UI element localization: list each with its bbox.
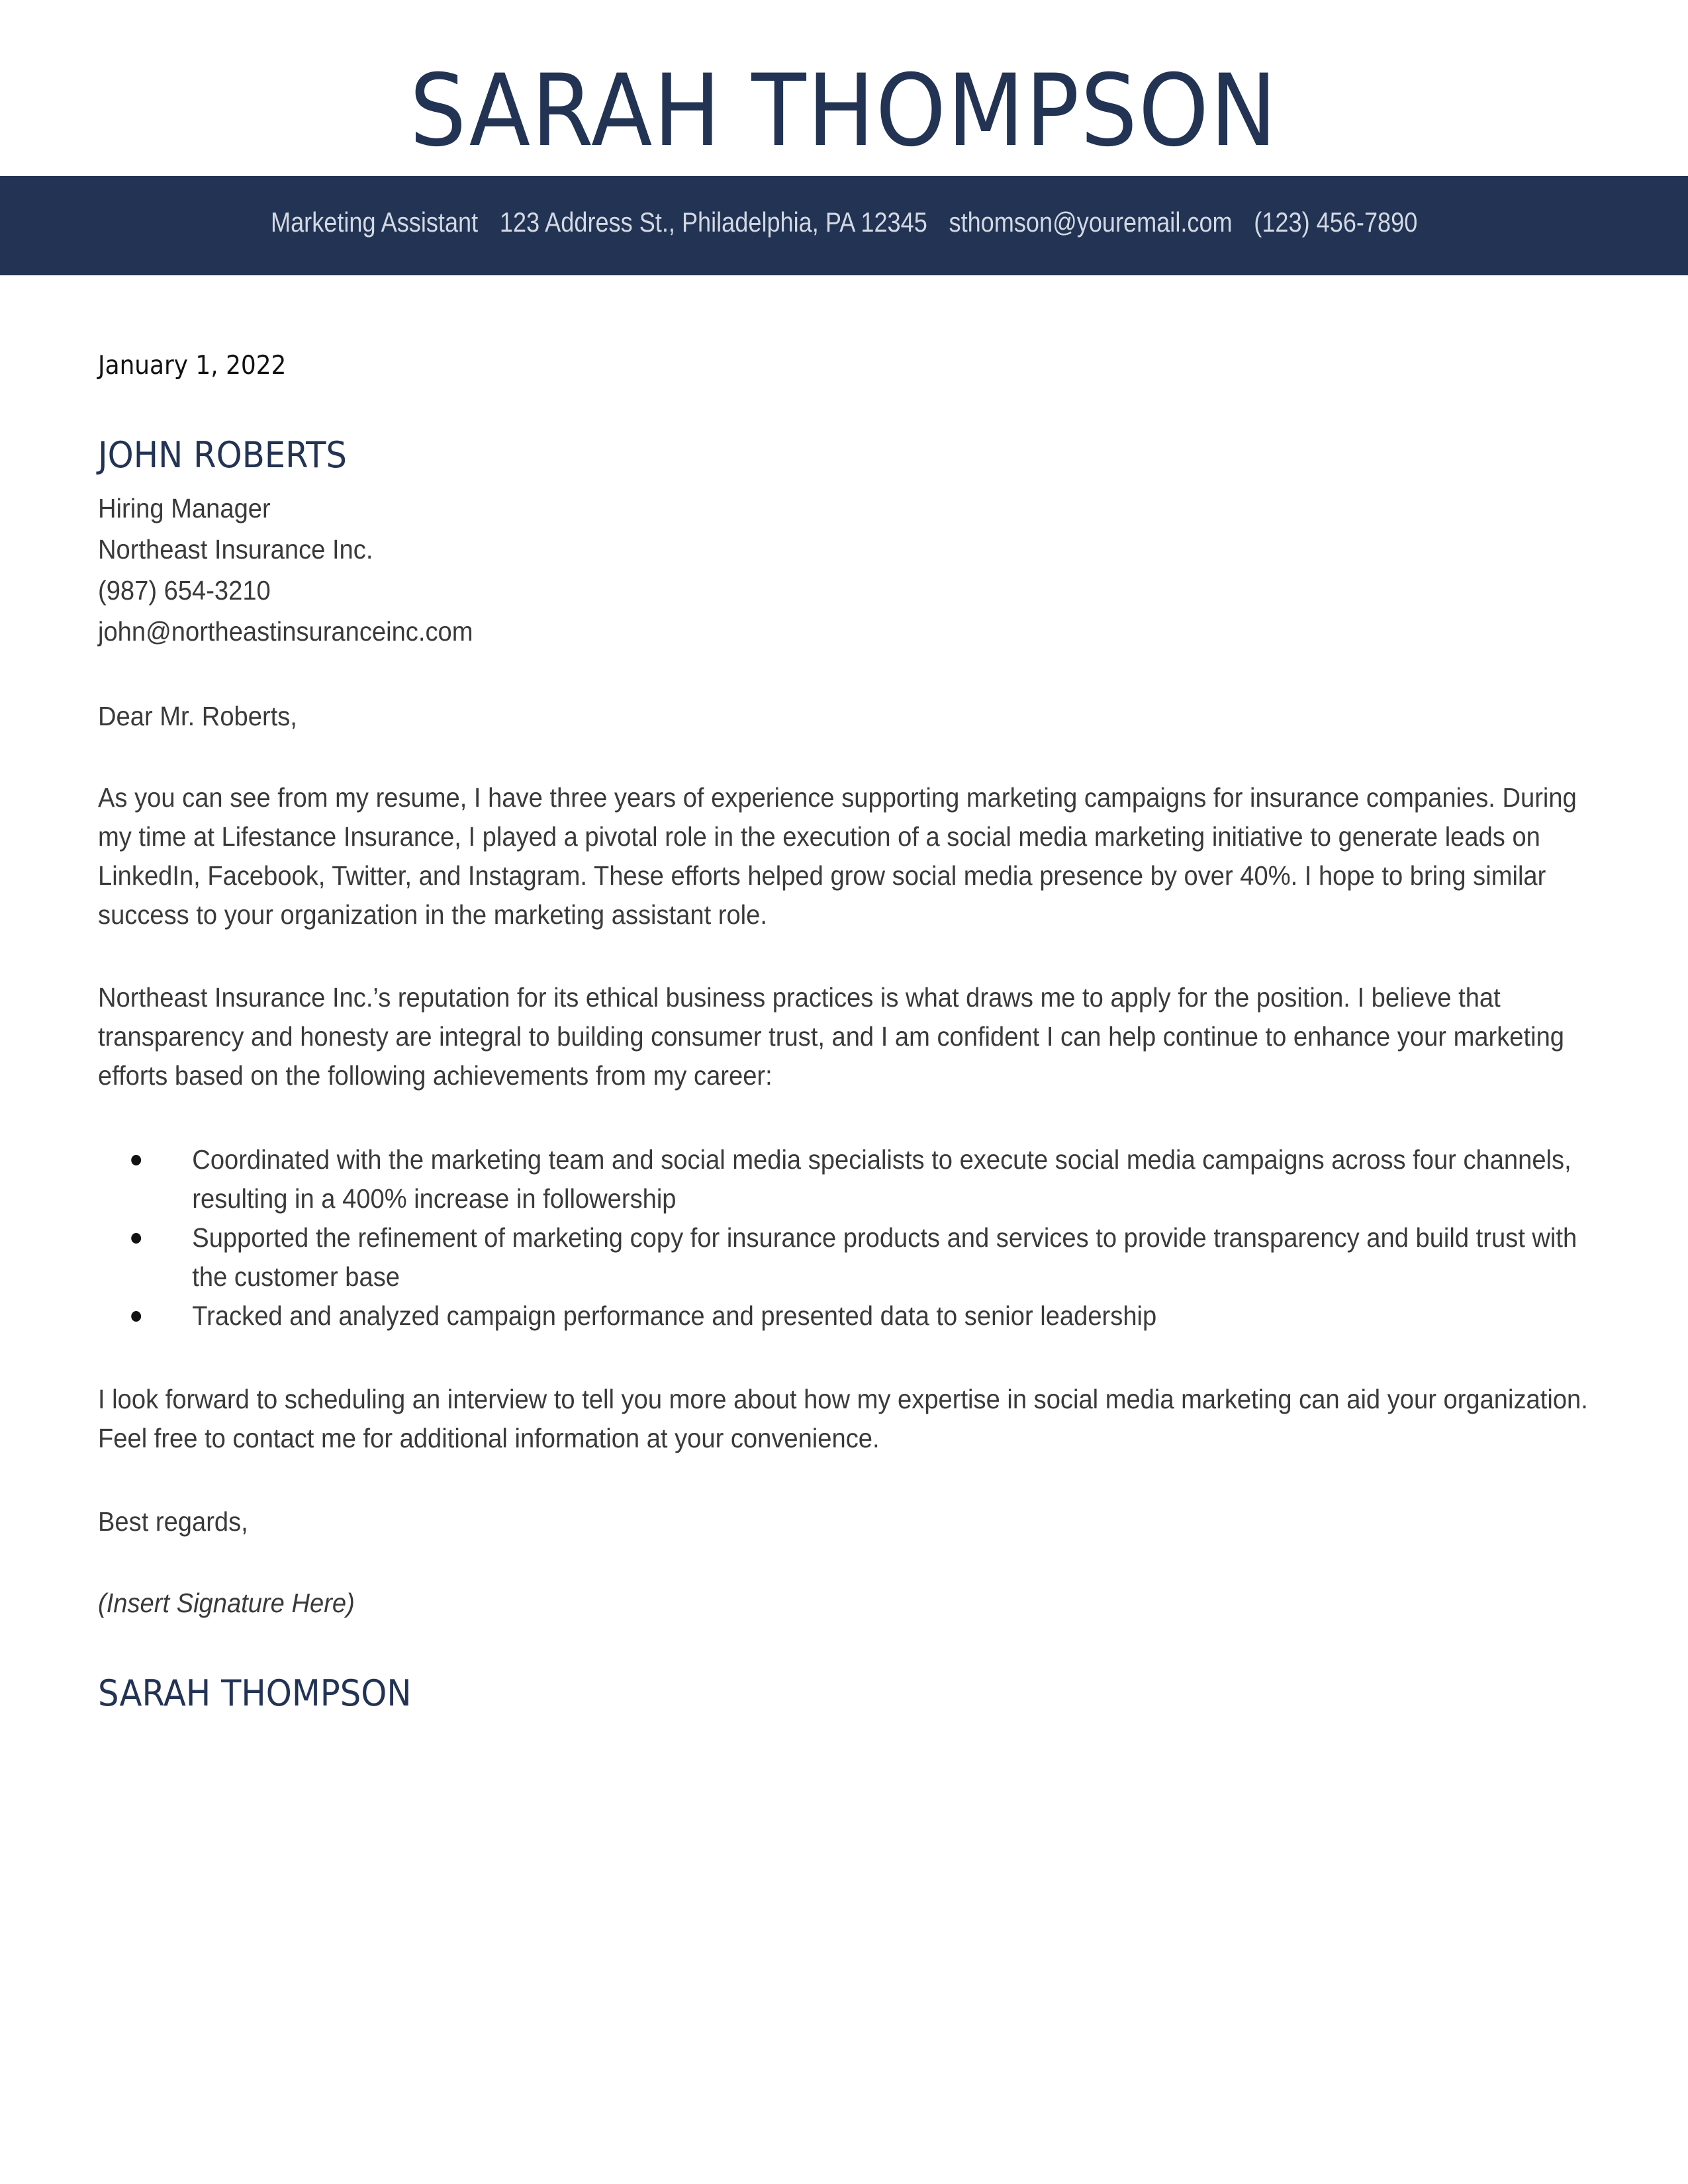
contact-email[interactable]: sthomson@youremail.com [949, 206, 1233, 238]
contact-job-title: Marketing Assistant [270, 206, 479, 238]
paragraph-experience: As you can see from my resume, I have three years of experience supporting marketing campaigns for insurance companies. During my time at Lifestance Insurance, I played a pivotal role in the execution of a social media marketing initiative to generate leads on LinkedIn, Facebook, Twitter, and Instagram. These efforts helped grow social media presence by over 40%. I hope to bring similar success to your organization in the marketing assistant role. [98, 782, 1577, 930]
list-item [98, 1140, 1600, 1218]
achievement-text: Supported the refinement of marketing copy for insurance products and services to provide transparency and build trust with the customer base [192, 1222, 1577, 1292]
contact-band [0, 176, 1688, 275]
letter-date: January 1, 2022 [98, 351, 287, 381]
signature-placeholder: (Insert Signature Here) [98, 1588, 355, 1618]
recipient-phone: (987) 654-3210 [98, 575, 271, 606]
achievement-text: Coordinated with the marketing team and social media specialists to execute social media campaigns across four channels, resulting in a 400% increase in followership [192, 1144, 1571, 1214]
achievements-list [98, 1140, 1600, 1336]
recipient-company: Northeast Insurance Inc. [98, 534, 373, 565]
recipient-name: JOHN ROBERTS [98, 434, 347, 476]
list-item [98, 1297, 1600, 1336]
header-name: SARAH THOMPSON [409, 54, 1278, 169]
contact-address: 123 Address St., Philadelphia, PA 12345 [499, 206, 927, 238]
bullet-icon [131, 1233, 141, 1244]
contact-info [271, 206, 1417, 238]
recipient-email[interactable]: john@northeastinsuranceinc.com [98, 616, 473, 647]
bullet-icon [131, 1155, 141, 1165]
closing: Best regards, [98, 1506, 248, 1537]
list-item [98, 1218, 1600, 1297]
paragraph-motivation: Northeast Insurance Inc.’s reputation for its ethical business practices is what draws me to apply for the position. I believe that transparency and honesty are integral to building consumer trust, and I am confident I can help continue to enhance your marketing efforts based on the following achievements from my career: [98, 982, 1564, 1091]
recipient-details [98, 488, 837, 652]
bullet-icon [131, 1311, 141, 1322]
achievement-text: Tracked and analyzed campaign performance and presented data to senior leadership [192, 1300, 1157, 1331]
recipient-title: Hiring Manager [98, 493, 271, 523]
paragraph-closing: I look forward to scheduling an interview to tell you more about how my expertise in social media marketing can aid your organization. Feel free to contact me for additional information at your convenience. [98, 1384, 1588, 1453]
sender-name: SARAH THOMPSON [98, 1672, 412, 1714]
contact-phone: (123) 456-7890 [1254, 206, 1418, 238]
salutation: Dear Mr. Roberts, [98, 701, 297, 731]
